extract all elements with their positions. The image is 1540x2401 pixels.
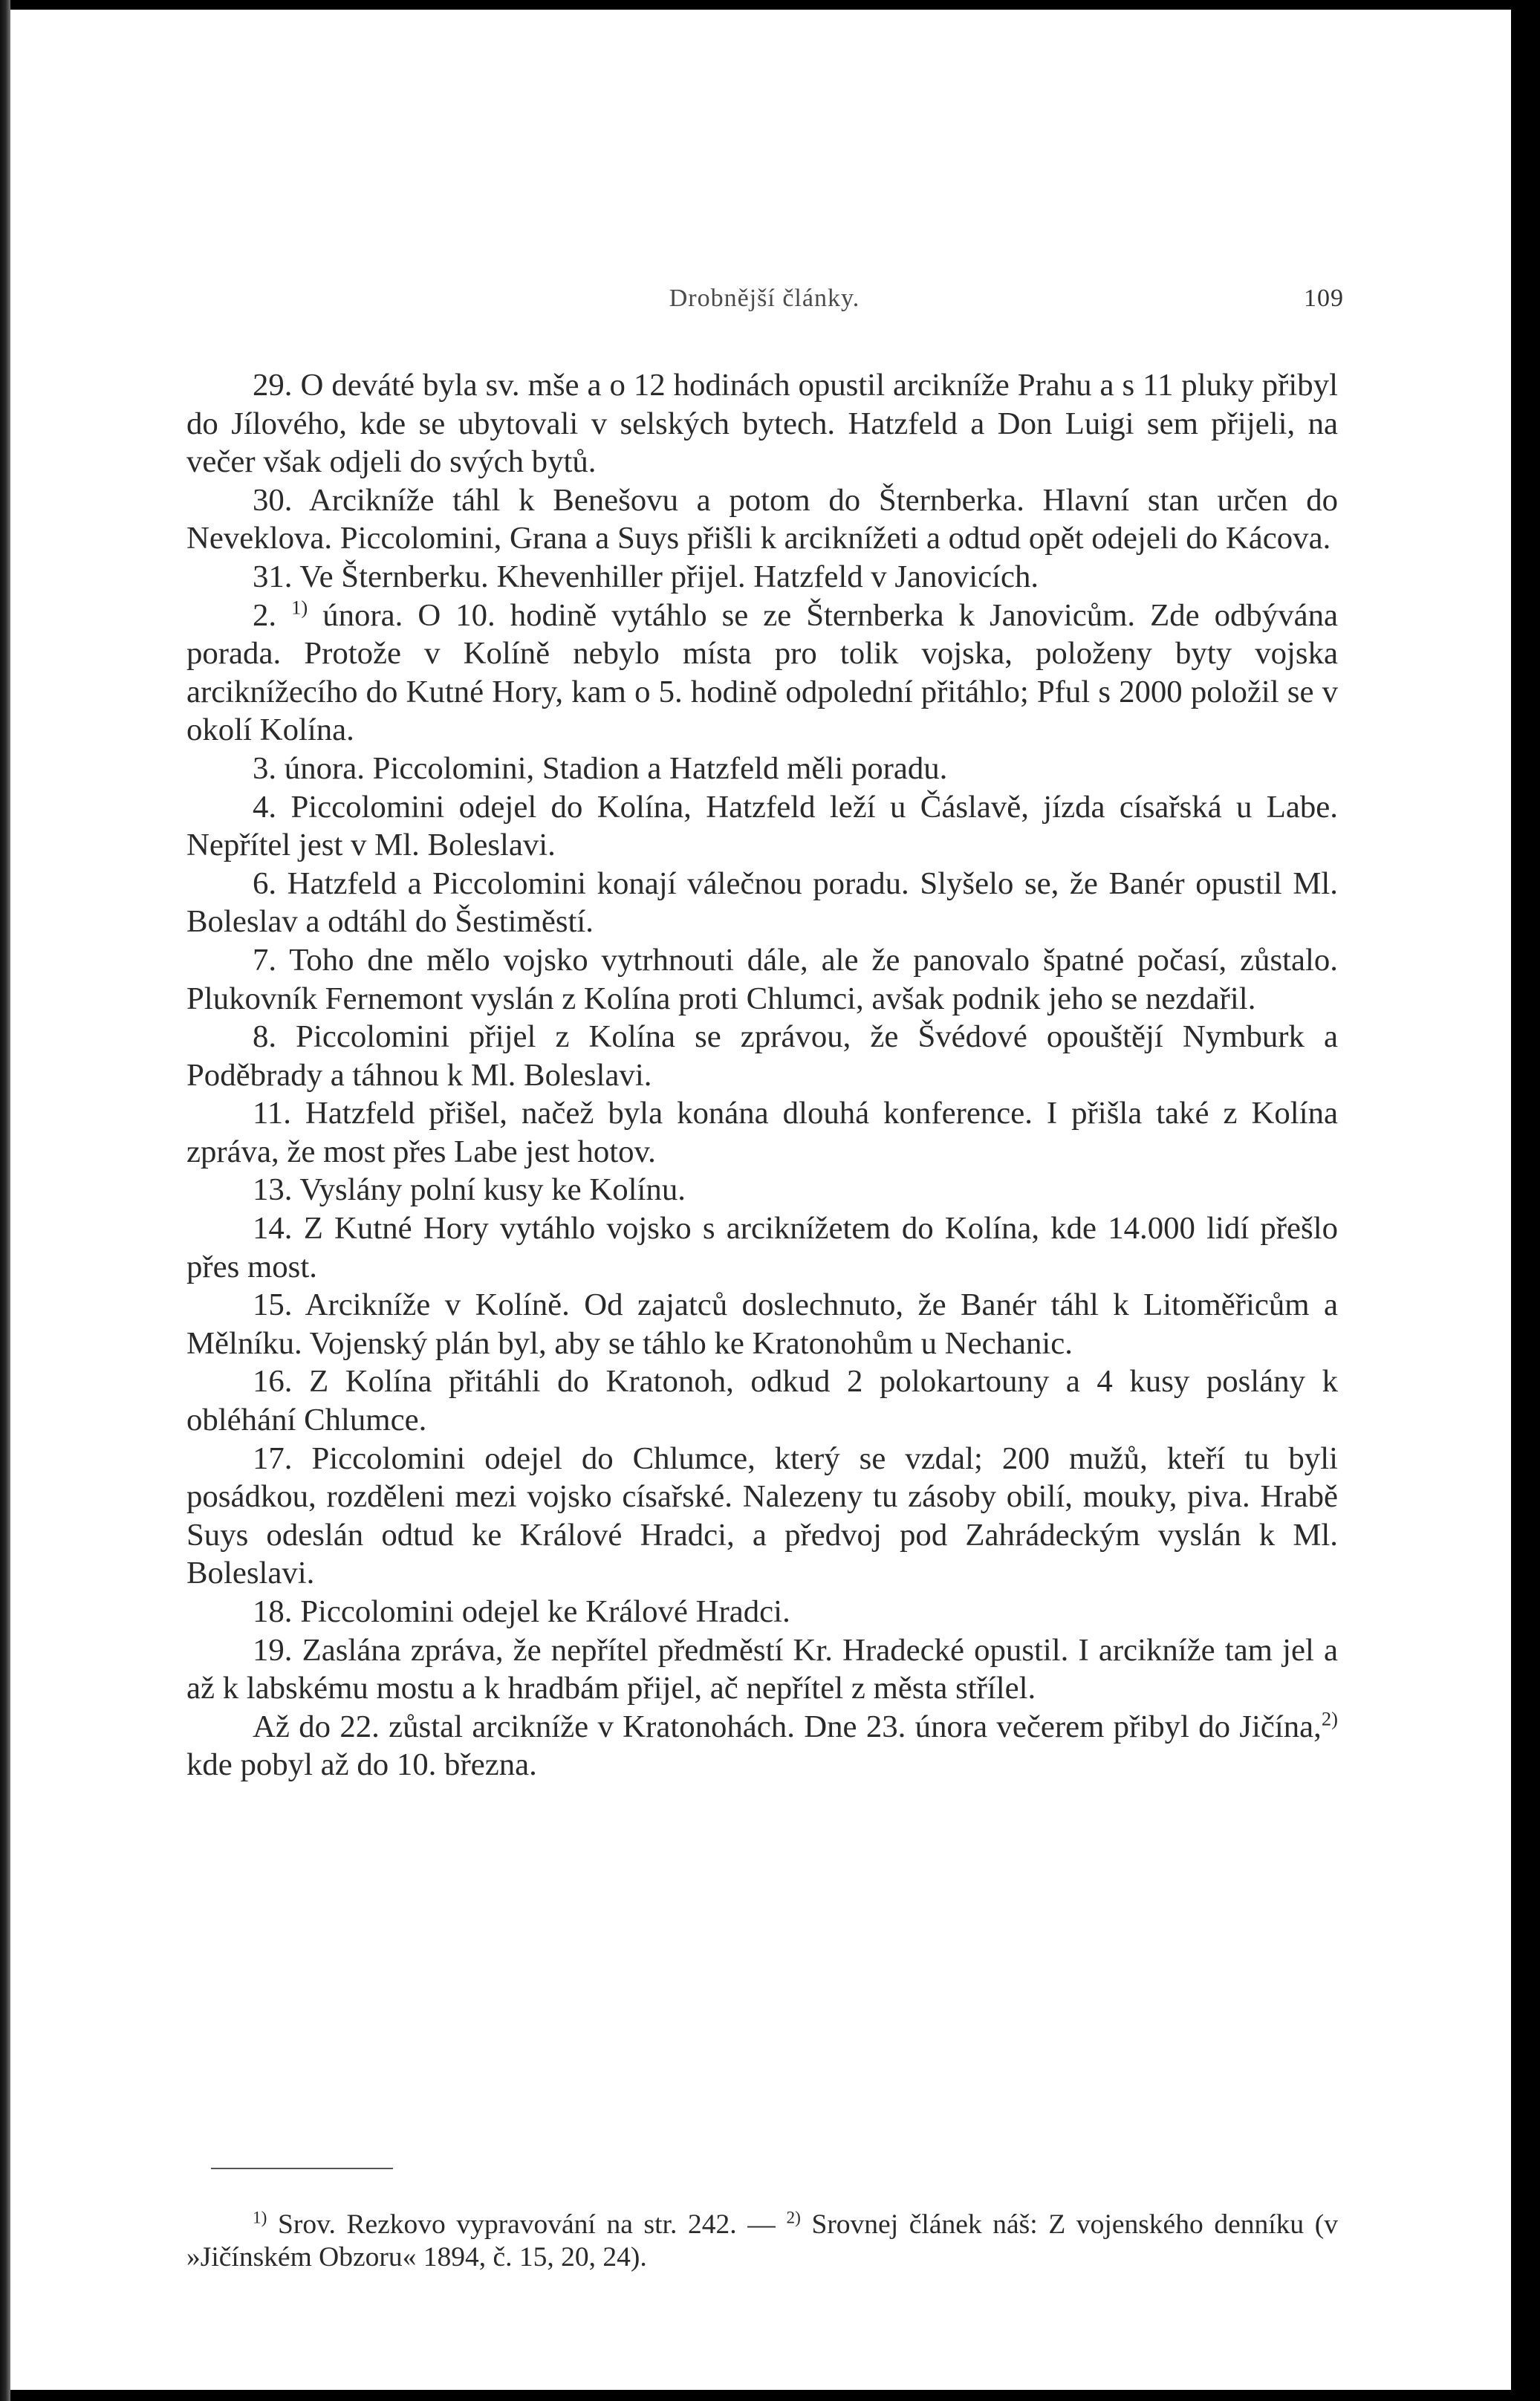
paragraph: 6. Hatzfeld a Piccolomini konají válečnou poradu. Slyšelo se, že Banér opustil Ml. Boleslav a odtáhl do Šestiměstí. (186, 865, 1338, 940)
paragraph-text: kde pobyl až do 10. března. (186, 1747, 537, 1783)
paragraph-text: února. O 10. hodině vytáhlo se ze Šternberka k Janovicům. Zde odbývána porada. Protože v Kolíně nebylo místa pro tolik vojska, položeny byty vojska arciknížecího do Kutné Hory, kam o 5. hodině odpolední přitáhlo; Pful s 2000 položil se v okolí Kolína. (186, 597, 1338, 748)
paragraph: 15. Arcikníže v Kolíně. Od zajatců doslechnuto, že Banér táhl k Litoměřicům a Mělníku. Vojenský plán byl, aby se táhlo ke Kratonohům u Nechanic. (186, 1287, 1338, 1361)
paragraph: 19. Zaslána zpráva, že nepřítel předměstí Kr. Hradecké opustil. I arcikníže tam jel a až k labskému mostu a k hradbám přijel, ač nepřítel z města střílel. (186, 1632, 1338, 1706)
paragraph: 29. O deváté byla sv. mše a o 12 hodinách opustil arcikníže Prahu a s 11 pluky přibyl do Jílového, kde se ubytovali v selských bytech. Hatzfeld a Don Luigi sem přijeli, na večer však odjeli do svých bytů. (186, 368, 1338, 480)
footnote-marker-2-number: 2 (786, 2208, 796, 2228)
paragraph: 8. Piccolomini přijel z Kolína se zprávou, že Švédové opouštějí Nymburk a Poděbrady a táhnou k Ml. Boleslavi. (186, 1019, 1338, 1093)
footnote-divider (211, 2168, 393, 2169)
footnote-text-2-start: Srovnej článek náš: (811, 2209, 1038, 2240)
paragraph: 7. Toho dne mělo vojsko vytrhnouti dále, ale že panovalo špatné počasí, zůstalo. Plukovník Fernemont vyslán z Kolína proti Chlumci, avšak podnik jeho se nezdařil. (186, 942, 1338, 1016)
paragraph: 4. Piccolomini odejel do Kolína, Hatzfeld leží u Čáslavě, jízda císařská u Labe. Nepřítel jest v Ml. Boleslavi. (186, 789, 1338, 863)
footnote-marker-1 (253, 2209, 267, 2228)
paragraph: 17. Piccolomini odejel do Chlumce, který se vzdal; 200 mužů, kteří tu byli posádkou, rozděleni mezi vojsko císařské. Nalezeny tu zásoby obilí, mouky, piva. Hrabě Suys odeslán odtud ke Králové Hradci, a předvoj pod Zahrádeckým vyslán k Ml. Boleslavi. (186, 1440, 1338, 1591)
paragraph: 16. Z Kolína přitáhli do Kratonoh, odkud 2 polokartouny a 4 kusy poslány k obléhání Chlumce. (186, 1364, 1338, 1438)
paragraph-text: Až do 22. zůstal arcikníže v Kratonohách. Dne 23. února večerem přibyl do Jičína, (253, 1709, 1322, 1744)
paragraph: 3. února. Piccolomini, Stadion a Hatzfeld měli poradu. (253, 750, 948, 786)
page-number: 109 (1304, 285, 1344, 312)
paragraph: 31. Ve Šternberku. Khevenhiller přijel. Hatzfeld v Janovicích. (253, 559, 1039, 594)
footnote-ref-1-number: 1 (291, 596, 302, 619)
footnote-marker-1-number: 1 (253, 2208, 261, 2228)
paragraph-with-footnote (186, 1708, 1338, 1784)
footnote-marker-1-parenthesis: ) (261, 2208, 267, 2228)
footnote-ref-2 (1322, 1708, 1338, 1730)
footnote-ref-2-parenthesis: ) (1331, 1707, 1338, 1730)
book-page (10, 10, 1511, 2390)
page-header (185, 285, 1344, 326)
footnote-paragraph (186, 2209, 1338, 2274)
footnotes (186, 2209, 1338, 2274)
running-title: Drobnější články. (669, 285, 860, 312)
scan-edge (0, 0, 10, 2401)
footnote-text-2-end: Z vojenského denníku (v »Jičínském Obzoru« 1894, č. 15, 20, 24). (186, 2209, 1339, 2272)
footnote-marker-2-parenthesis: ) (795, 2208, 801, 2228)
paragraph-with-footnote (186, 597, 1338, 750)
paragraph: 11. Hatzfeld přišel, načež byla konána dlouhá konference. I přišla také z Kolína zpráva, že most přes Labe jest hotov. (186, 1096, 1338, 1169)
footnote-ref-1-parenthesis: ) (301, 596, 308, 619)
paragraph: 13. Vyslány polní kusy ke Kolínu. (253, 1172, 686, 1208)
paragraph: 18. Piccolomini odejel ke Králové Hradci. (253, 1594, 790, 1629)
date-number: 2. (253, 597, 277, 633)
footnote-text-1: Srov. Rezkovo vypravování na str. 242. — (278, 2209, 776, 2240)
paragraph: 14. Z Kutné Hory vytáhlo vojsko s arciknížetem do Kolína, kde 14.000 lidí přešlo přes most. (186, 1211, 1338, 1284)
footnote-ref-2-number: 2 (1321, 1707, 1332, 1730)
footnote-ref-1 (291, 596, 308, 618)
footnote-marker-2 (786, 2209, 800, 2228)
paragraph: 30. Arcikníže táhl k Benešovu a potom do Šternberka. Hlavní stan určen do Neveklova. Piccolomini, Grana a Suys přišli k arciknížeti a odtud opět odejeli do Kácova. (186, 482, 1338, 556)
main-text (186, 366, 1338, 1784)
